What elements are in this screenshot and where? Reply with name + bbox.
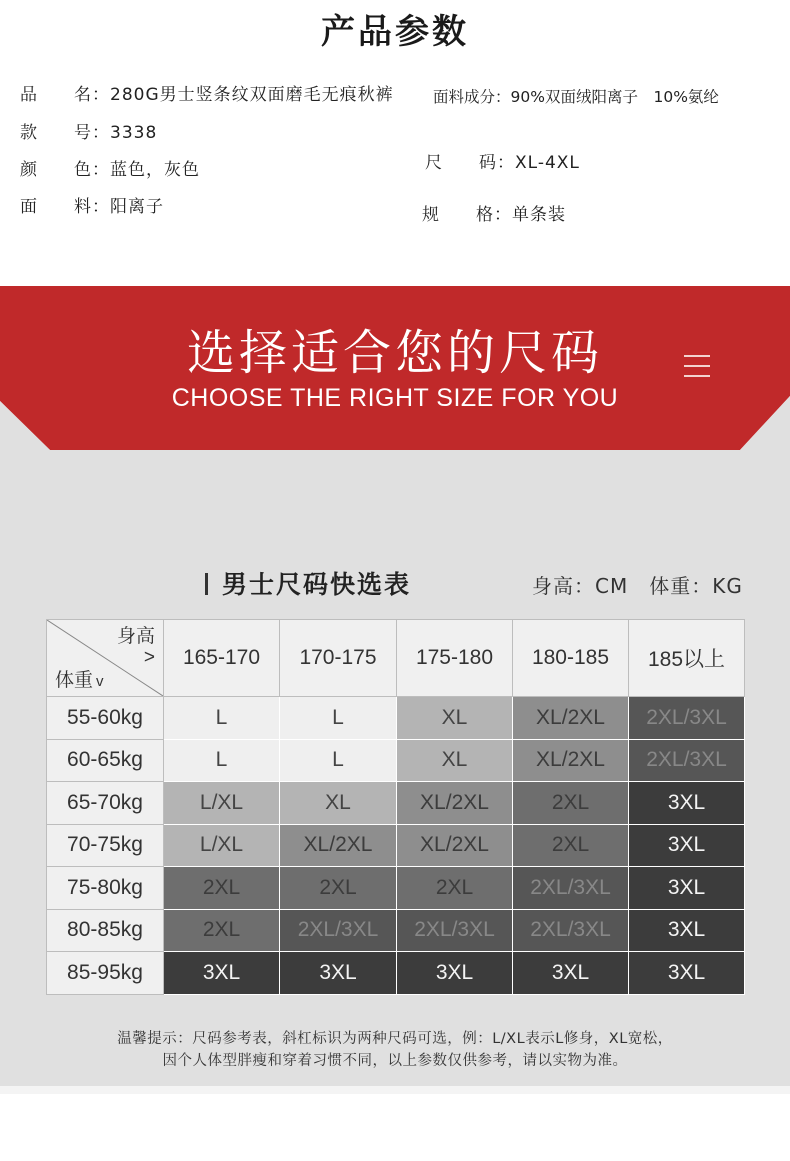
header-row	[47, 620, 745, 697]
title-bar-icon	[205, 573, 208, 595]
size-chart-title-text: 男士尺码快选表	[222, 570, 412, 599]
size-cell: 3XL	[629, 952, 745, 995]
param-spec-label: 规 格：	[422, 205, 512, 225]
table-row	[47, 952, 745, 995]
size-cell: 3XL	[397, 952, 513, 995]
height-header: 170-175	[280, 620, 397, 697]
height-header: 180-185	[513, 620, 629, 697]
size-cell: 2XL	[513, 824, 629, 867]
size-cell: L/XL	[164, 824, 280, 867]
param-style-no	[20, 118, 157, 143]
param-spec-value: 单条装	[512, 205, 566, 225]
size-cell: XL	[280, 782, 397, 825]
size-cell: 2XL	[164, 867, 280, 910]
table-row	[47, 739, 745, 782]
param-style-no-label: 款 号：	[20, 123, 110, 143]
weight-cell: 75-80kg	[47, 867, 164, 910]
size-cell: XL/2XL	[513, 697, 629, 740]
param-color-value: 蓝色，灰色	[110, 160, 200, 180]
size-cell: 2XL/3XL	[280, 909, 397, 952]
size-cell: 2XL/3XL	[397, 909, 513, 952]
param-size-label: 尺 码：	[425, 153, 515, 173]
table-row	[47, 782, 745, 825]
size-cell: XL/2XL	[513, 739, 629, 782]
size-chart-title	[205, 565, 411, 601]
size-cell: 2XL	[280, 867, 397, 910]
weight-cell: 70-75kg	[47, 824, 164, 867]
size-cell: 2XL/3XL	[629, 739, 745, 782]
size-cell: L	[280, 739, 397, 782]
table-row	[47, 697, 745, 740]
param-spec	[422, 200, 566, 225]
size-cell: XL	[397, 739, 513, 782]
param-fabric	[20, 192, 164, 217]
unit-note: 身高：CM 体重：KG	[532, 574, 743, 598]
height-header: 165-170	[164, 620, 280, 697]
size-table	[46, 619, 745, 995]
size-cell: 3XL	[629, 824, 745, 867]
size-cell: XL/2XL	[397, 824, 513, 867]
size-cell: 3XL	[164, 952, 280, 995]
param-name	[20, 80, 394, 105]
weight-cell: 65-70kg	[47, 782, 164, 825]
size-cell: L/XL	[164, 782, 280, 825]
param-color-label: 颜 色：	[20, 160, 110, 180]
size-cell: 2XL/3XL	[629, 697, 745, 740]
param-name-value: 280G男士竖条纹双面磨毛无痕秋裤	[110, 85, 394, 105]
param-size-value: XL-4XL	[515, 153, 580, 173]
size-cell: 3XL	[629, 782, 745, 825]
size-cell: 2XL	[513, 782, 629, 825]
weight-cell: 85-95kg	[47, 952, 164, 995]
corner-cell	[47, 620, 164, 697]
size-cell: 2XL/3XL	[513, 909, 629, 952]
param-style-no-value: 3338	[110, 123, 158, 143]
param-color	[20, 155, 200, 180]
param-composition-value: 90%双面绒阳离子 10%氨纶	[510, 88, 719, 106]
size-cell: 3XL	[629, 909, 745, 952]
size-cell: 2XL/3XL	[513, 867, 629, 910]
banner-title-cn: 选择适合您的尺码	[186, 325, 603, 381]
height-header: 185以上	[629, 620, 745, 697]
table-row	[47, 824, 745, 867]
tip-line-1: 温馨提示：尺码参考表，斜杠标识为两种尺码可选，例：L/XL表示L修身，XL宽松，	[117, 1031, 673, 1047]
param-composition	[433, 85, 719, 107]
param-name-label: 品 名：	[20, 85, 110, 105]
height-header: 175-180	[397, 620, 513, 697]
menu-icon	[684, 355, 710, 379]
param-size	[425, 148, 580, 173]
param-composition-label: 面料成分：	[433, 88, 511, 106]
size-cell: XL/2XL	[280, 824, 397, 867]
size-table-body	[47, 697, 745, 995]
weight-cell: 55-60kg	[47, 697, 164, 740]
size-cell: L	[164, 697, 280, 740]
corner-height-label: 身高 >	[116, 626, 155, 668]
param-fabric-value: 阳离子	[110, 197, 164, 217]
size-cell: L	[280, 697, 397, 740]
size-banner	[0, 286, 790, 450]
weight-cell: 80-85kg	[47, 909, 164, 952]
size-cell: 3XL	[513, 952, 629, 995]
size-cell: XL/2XL	[397, 782, 513, 825]
banner-title-en: CHOOSE THE RIGHT SIZE FOR YOU	[171, 384, 619, 412]
size-cell: 2XL	[164, 909, 280, 952]
size-cell: XL	[397, 697, 513, 740]
size-cell: 2XL	[397, 867, 513, 910]
size-cell: 3XL	[280, 952, 397, 995]
table-row	[47, 867, 745, 910]
weight-cell: 60-65kg	[47, 739, 164, 782]
size-cell: L	[164, 739, 280, 782]
size-cell: 3XL	[629, 867, 745, 910]
tip-line-2: 因个人体型胖瘦和穿着习惯不同，以上参数仅供参考，请以实物为准。	[162, 1053, 628, 1069]
corner-weight-label: 体重 v	[55, 670, 104, 691]
bottom-strip	[0, 1086, 790, 1094]
table-row	[47, 909, 745, 952]
param-fabric-label: 面 料：	[20, 197, 110, 217]
params-title: 产品参数	[321, 12, 469, 52]
